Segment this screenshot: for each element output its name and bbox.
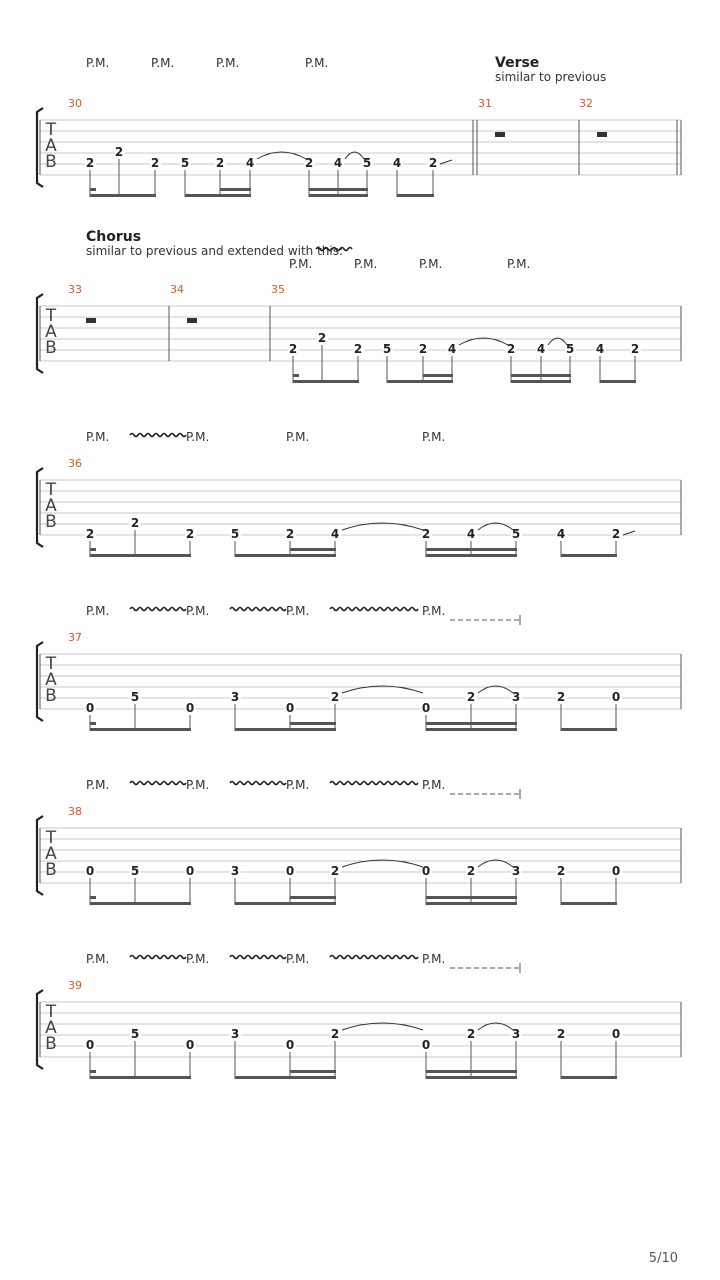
fret-number: 2 [317, 331, 327, 345]
beam [90, 194, 156, 197]
beam [90, 1076, 191, 1079]
fret-number: 2 [304, 156, 314, 170]
fret-number: 2 [330, 1027, 340, 1041]
beam-partial [90, 896, 96, 899]
beam [600, 380, 636, 383]
palm-mute-label: P.M. [419, 257, 443, 271]
beam [235, 1076, 336, 1079]
beam-secondary [290, 896, 336, 899]
palm-mute-label: P.M. [354, 257, 378, 271]
beam-secondary [309, 188, 368, 191]
tab-clef-letter: B [45, 338, 57, 358]
beam-secondary [426, 1070, 517, 1073]
palm-mute-label: P.M. [286, 430, 310, 444]
vibrato-mark [130, 956, 186, 959]
palm-mute-label: P.M. [86, 430, 110, 444]
tab-system-1 [37, 55, 681, 197]
vibrato-mark [330, 956, 418, 959]
whole-rest [597, 132, 607, 137]
beam [90, 554, 191, 557]
fret-number: 2 [556, 1027, 566, 1041]
fret-number: 5 [180, 156, 190, 170]
fret-number: 2 [556, 864, 566, 878]
fret-number: 3 [511, 1027, 521, 1041]
fret-number: 0 [185, 1038, 195, 1052]
beam-partial [90, 188, 96, 191]
palm-mute-label: P.M. [422, 604, 446, 618]
beam [511, 380, 571, 383]
fret-number: 2 [150, 156, 160, 170]
fret-number: 0 [611, 864, 621, 878]
measure-number: 35 [271, 283, 285, 296]
palm-mute-label: P.M. [286, 604, 310, 618]
fret-number: 0 [85, 864, 95, 878]
palm-mute-label: P.M. [186, 604, 210, 618]
fret-number: 2 [330, 864, 340, 878]
tab-system-3 [37, 430, 681, 557]
whole-rest [187, 318, 197, 323]
fret-number: 2 [556, 690, 566, 704]
tab-system-6 [37, 952, 681, 1079]
slide-mark [440, 160, 452, 164]
fret-number: 2 [285, 527, 295, 541]
fret-number: 4 [595, 342, 605, 356]
measure-number: 38 [68, 805, 82, 818]
beam [426, 554, 517, 557]
tab-clef-letter: T [45, 654, 57, 674]
fret-number: 5 [130, 690, 140, 704]
beam-partial [90, 1070, 96, 1073]
tab-clef-letter: A [45, 844, 57, 864]
beam-secondary [426, 548, 517, 551]
beam-secondary [220, 188, 251, 191]
fret-number: 5 [230, 527, 240, 541]
vibrato-mark [230, 782, 286, 785]
whole-rest [86, 318, 96, 323]
tab-system-2 [37, 229, 681, 383]
vibrato-mark [130, 608, 186, 611]
measure-number: 37 [68, 631, 82, 644]
page-number: 5/10 [648, 1251, 678, 1266]
beam [561, 1076, 617, 1079]
fret-number: 2 [630, 342, 640, 356]
palm-mute-label: P.M. [289, 257, 313, 271]
beam [235, 728, 336, 731]
palm-mute-label: P.M. [86, 604, 110, 618]
palm-mute-label: P.M. [507, 257, 531, 271]
beam-secondary [511, 374, 571, 377]
fret-number: 5 [362, 156, 372, 170]
beam [426, 728, 517, 731]
fret-number: 3 [230, 1027, 240, 1041]
fret-number: 0 [611, 1027, 621, 1041]
tab-clef-letter: A [45, 322, 57, 342]
fret-number: 2 [611, 527, 621, 541]
tab-clef-letter: T [45, 828, 57, 848]
fret-number: 0 [421, 701, 431, 715]
tab-clef-letter: A [45, 670, 57, 690]
fret-number: 5 [130, 1027, 140, 1041]
fret-number: 0 [611, 690, 621, 704]
tab-system-4 [37, 604, 681, 731]
fret-number: 2 [114, 145, 124, 159]
tab-clef-letter: A [45, 1018, 57, 1038]
fret-number: 0 [185, 701, 195, 715]
beam [426, 902, 517, 905]
section-title: Chorus [86, 229, 142, 245]
fret-number: 2 [506, 342, 516, 356]
fret-number: 4 [245, 156, 255, 170]
fret-number: 3 [230, 690, 240, 704]
fret-number: 5 [130, 864, 140, 878]
beam [397, 194, 434, 197]
tab-clef-letter: T [45, 120, 57, 140]
fret-number: 2 [428, 156, 438, 170]
fret-number: 0 [285, 701, 295, 715]
palm-mute-label: P.M. [86, 778, 110, 792]
palm-mute-label: P.M. [186, 430, 210, 444]
fret-number: 2 [185, 527, 195, 541]
fret-number: 0 [85, 1038, 95, 1052]
beam [235, 554, 336, 557]
fret-number: 0 [285, 1038, 295, 1052]
vibrato-mark [130, 782, 186, 785]
fret-number: 2 [85, 527, 95, 541]
section-subtitle: similar to previous [495, 70, 607, 84]
section-title: Verse [495, 55, 540, 71]
fret-number: 4 [536, 342, 546, 356]
beam [90, 902, 191, 905]
measure-number: 34 [170, 283, 184, 296]
palm-mute-label: P.M. [422, 952, 446, 966]
tab-clef-letter: B [45, 1034, 57, 1054]
palm-mute-label: P.M. [186, 952, 210, 966]
beam [309, 194, 368, 197]
fret-number: 3 [511, 690, 521, 704]
beam [235, 902, 336, 905]
palm-mute-label: P.M. [86, 952, 110, 966]
palm-mute-label: P.M. [216, 56, 240, 70]
palm-mute-label: P.M. [286, 952, 310, 966]
measure-number: 30 [68, 97, 82, 110]
beam-secondary [426, 896, 517, 899]
beam-secondary [290, 722, 336, 725]
fret-number: 2 [85, 156, 95, 170]
tab-clef-letter: B [45, 152, 57, 172]
beam [90, 728, 191, 731]
fret-number: 2 [421, 527, 431, 541]
fret-number: 4 [392, 156, 402, 170]
measure-number: 31 [478, 97, 492, 110]
beam-secondary [290, 1070, 336, 1073]
beam-partial [90, 722, 96, 725]
palm-mute-label: P.M. [151, 56, 175, 70]
tab-clef-letter: B [45, 686, 57, 706]
fret-number: 2 [130, 516, 140, 530]
palm-mute-label: P.M. [305, 56, 329, 70]
beam [561, 554, 617, 557]
beam [293, 380, 359, 383]
beam [387, 380, 453, 383]
fret-number: 0 [421, 864, 431, 878]
fret-number: 2 [215, 156, 225, 170]
fret-number: 0 [185, 864, 195, 878]
fret-number: 4 [330, 527, 340, 541]
fret-number: 0 [421, 1038, 431, 1052]
beam [185, 194, 251, 197]
fret-number: 2 [418, 342, 428, 356]
tab-clef-letter: T [45, 480, 57, 500]
fret-number: 3 [230, 864, 240, 878]
tab-system-5 [37, 778, 681, 905]
palm-mute-label: P.M. [422, 430, 446, 444]
beam-secondary [423, 374, 453, 377]
tab-clef-letter: A [45, 496, 57, 516]
tab-clef-letter: B [45, 860, 57, 880]
vibrato-mark [230, 956, 286, 959]
fret-number: 4 [556, 527, 566, 541]
measure-number: 36 [68, 457, 82, 470]
palm-mute-label: P.M. [186, 778, 210, 792]
tab-clef-letter: A [45, 136, 57, 156]
slide-mark [623, 531, 635, 535]
tab-clef-letter: T [45, 1002, 57, 1022]
whole-rest [495, 132, 505, 137]
fret-number: 2 [288, 342, 298, 356]
beam-partial [90, 548, 96, 551]
fret-number: 0 [285, 864, 295, 878]
fret-number: 4 [333, 156, 343, 170]
fret-number: 5 [382, 342, 392, 356]
fret-number: 2 [466, 690, 476, 704]
fret-number: 5 [511, 527, 521, 541]
tab-clef-letter: T [45, 306, 57, 326]
measure-number: 32 [579, 97, 593, 110]
tab-clef-letter: B [45, 512, 57, 532]
fret-number: 2 [330, 690, 340, 704]
vibrato-mark [230, 608, 286, 611]
section-subtitle: similar to previous and extended with this: [86, 244, 344, 258]
fret-number: 2 [466, 864, 476, 878]
beam-secondary [426, 722, 517, 725]
fret-number: 4 [466, 527, 476, 541]
fret-number: 3 [511, 864, 521, 878]
fret-number: 4 [447, 342, 457, 356]
beam [561, 902, 617, 905]
palm-mute-label: P.M. [286, 778, 310, 792]
vibrato-mark [330, 608, 418, 611]
vibrato-mark [330, 782, 418, 785]
beam [561, 728, 617, 731]
measure-number: 39 [68, 979, 82, 992]
measure-number: 33 [68, 283, 82, 296]
vibrato-mark [130, 434, 186, 437]
fret-number: 2 [466, 1027, 476, 1041]
palm-mute-label: P.M. [86, 56, 110, 70]
fret-number: 5 [565, 342, 575, 356]
palm-mute-label: P.M. [422, 778, 446, 792]
beam [426, 1076, 517, 1079]
beam-secondary [290, 548, 336, 551]
beam-partial [293, 374, 299, 377]
fret-number: 0 [85, 701, 95, 715]
fret-number: 2 [353, 342, 363, 356]
